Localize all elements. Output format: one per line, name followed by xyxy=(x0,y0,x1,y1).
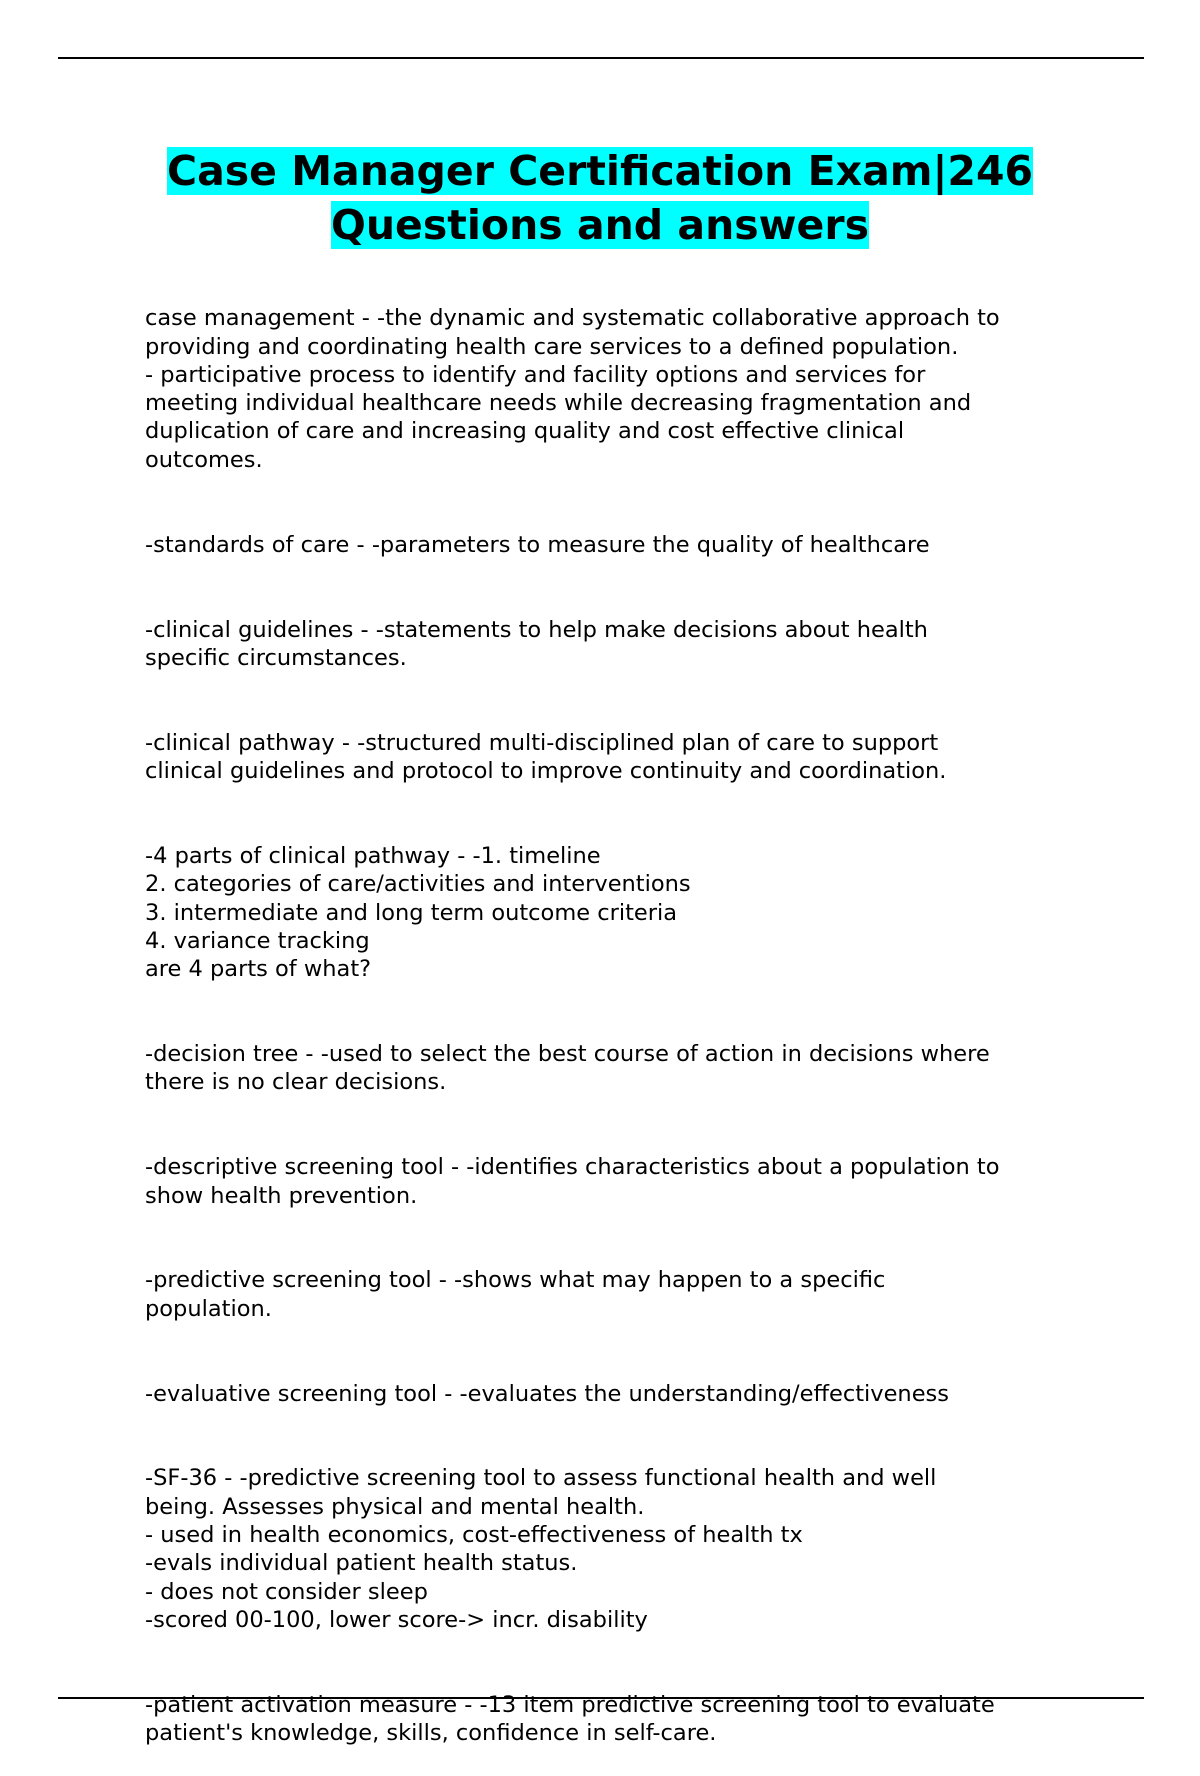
entry-patient-activation-measure: -patient activation measure - -13 item predictive screening tool to evaluate patient's knowledge, skills, confidence in self-care. xyxy=(145,1691,995,1747)
document-title-highlight: Case Manager Certification Exam|246 Questions and answers xyxy=(166,147,1034,249)
entry-predictive-screening-tool: -predictive screening tool - -shows what may happen to a specific population. xyxy=(145,1267,886,1322)
entry-parts-of-clinical-pathway: -4 parts of clinical pathway - -1. timeline 2. categories of care/activities and interventions 3. intermediate and long term outcome criteria 4. variance tracking are 4 parts of what? xyxy=(145,842,691,983)
entry-sf-36: -SF-36 - -predictive screening tool to assess functional health and well being. Assesses physical and mental health. - used in health economics, cost-effectiveness of health tx -evals individual patient health status. - does not consider sleep -scored 00-100, lower score-> incr. disability xyxy=(145,1465,937,1633)
bottom-rule xyxy=(58,1697,1144,1699)
document-title xyxy=(100,144,1100,252)
entry-clinical-pathway: -clinical pathway - -structured multi-disciplined plan of care to support clinical guidelines and protocol to improve continuity and coordination. xyxy=(145,729,947,785)
entry-clinical-guidelines: -clinical guidelines - -statements to help make decisions about health specific circumstances. xyxy=(145,616,928,671)
entry-descriptive-screening-tool: -descriptive screening tool - -identifies characteristics about a population to show health prevention. xyxy=(145,1154,1000,1209)
entry-case-management: case management - -the dynamic and systematic collaborative approach to providing and coordinating health care services to a defined population. - participative process to identify and facility options and services for meeting individual healthcare needs while decreasing fragmentation and duplication of care and increasing quality and cost effective clinical outcomes. xyxy=(145,305,1000,473)
document-body xyxy=(145,276,1095,1776)
top-rule xyxy=(58,57,1144,59)
entry-decision-tree: -decision tree - -used to select the best course of action in decisions where there is no clear decisions. xyxy=(145,1041,990,1096)
entry-evaluative-screening-tool: -evaluative screening tool - -evaluates the understanding/effectiveness xyxy=(145,1380,949,1407)
entry-standards-of-care: -standards of care - -parameters to measure the quality of healthcare xyxy=(145,531,930,558)
